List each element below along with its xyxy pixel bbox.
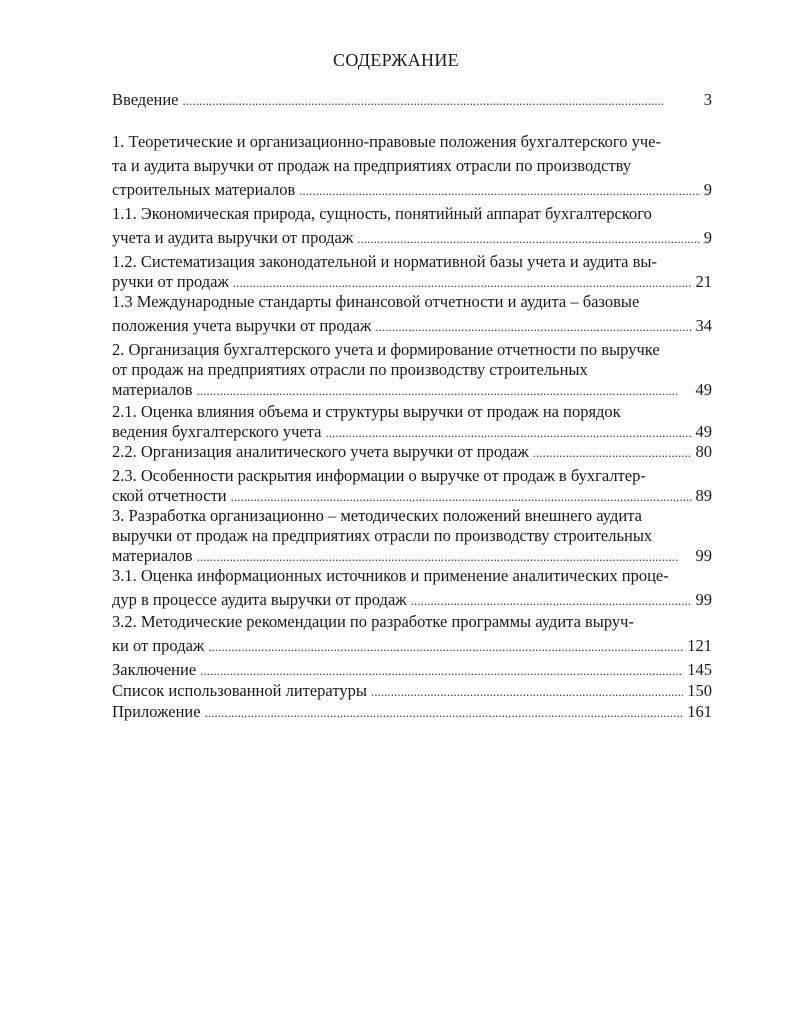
toc-entry-text: материалов [112, 546, 193, 565]
toc-entry-text: 2. Организация бухгалтерского учета и формирование отчетности по выручке [112, 340, 660, 359]
toc-page-number: 150 [687, 681, 712, 700]
leader-dots [357, 228, 700, 249]
toc-entry-text: 2.1. Оценка влияния объема и структуры выручки от продаж на порядок [112, 402, 621, 421]
toc-entry-last-line [112, 702, 712, 723]
leader-dots [411, 590, 692, 611]
toc-entry-text: от продаж на предприятиях отрасли по производству строительных [112, 360, 588, 379]
toc-entry-text: та и аудита выручки от продаж на предприятиях отрасли по производству [112, 156, 632, 175]
toc-entry-text: Заключение [112, 660, 197, 679]
toc-entry-last-line [112, 442, 712, 463]
toc-entry-text: 3. Разработка организационно – методических положений внешнего аудита [112, 506, 642, 525]
toc-entry-text: 2.3. Особенности раскрытия информации о выручке от продаж в бухгалтер- [112, 466, 646, 485]
toc-entry-text: строительных материалов [112, 180, 296, 199]
leader-dots [208, 636, 683, 657]
toc-entry-text: ки от продаж [112, 636, 205, 655]
page-title: СОДЕРЖАНИЕ [333, 50, 459, 70]
toc-page-number: 9 [703, 180, 712, 199]
toc-entry-text: Список использованной литературы [112, 681, 367, 700]
toc-page-number: 34 [695, 316, 712, 335]
toc-entry-last-line [112, 228, 712, 249]
toc-entry-text: ской отчетности [112, 486, 227, 505]
toc-page-number: 121 [687, 636, 712, 655]
toc-entry-text: 1. Теоретические и организационно-правовые положения бухгалтерского уче- [112, 132, 661, 151]
toc-entry-text: дур в процессе аудита выручки от продаж [112, 590, 407, 609]
leader-dots [197, 380, 692, 401]
toc-entry-text: Приложение [112, 702, 201, 721]
toc-page-number: 99 [695, 590, 712, 609]
toc-entry-text: 3.2. Методические рекомендации по разработке программы аудита выруч- [112, 612, 634, 631]
toc-entry-last-line [112, 681, 712, 702]
leader-dots [371, 681, 683, 702]
toc-entry-text: Введение [112, 90, 179, 109]
toc-entry-last-line [112, 590, 712, 611]
toc-entry-text: 3.1. Оценка информационных источников и применение аналитических проце- [112, 566, 669, 585]
leader-dots [200, 660, 683, 681]
toc-entry-last-line [112, 380, 712, 401]
toc-entry-last-line [112, 636, 712, 657]
toc-entry-text: выручки от продаж на предприятиях отрасли по производству строительных [112, 526, 653, 545]
toc-entry-last-line [112, 486, 712, 507]
toc-page-number: 49 [695, 380, 712, 399]
toc-page-number: 89 [695, 486, 712, 505]
toc-entry-text: 1.1. Экономическая природа, сущность, понятийный аппарат бухгалтерского [112, 204, 652, 223]
toc-entry-text: 1.2. Систематизация законодательной и нормативной базы учета и аудита вы- [112, 252, 657, 271]
toc-entry-text: 2.2. Организация аналитического учета выручки от продаж [112, 442, 529, 461]
leader-dots [231, 486, 692, 507]
toc-page-number: 49 [695, 422, 712, 441]
toc-entry-last-line [112, 272, 712, 293]
leader-dots [233, 272, 692, 293]
leader-dots [183, 90, 700, 111]
leader-dots [197, 546, 692, 567]
leader-dots [375, 316, 691, 337]
toc-entry-text: ведения бухгалтерского учета [112, 422, 322, 441]
toc-entry-last-line [112, 316, 712, 337]
toc-entry-last-line [112, 180, 712, 201]
toc-page-number: 21 [695, 272, 712, 291]
leader-dots [299, 180, 700, 201]
leader-dots [533, 442, 692, 463]
toc-page-number: 161 [687, 702, 712, 721]
toc-entry-text: ручки от продаж [112, 272, 229, 291]
toc-page-number: 9 [703, 228, 712, 247]
toc-page-number: 145 [687, 660, 712, 679]
leader-dots [326, 422, 692, 443]
toc-page-number: 80 [695, 442, 712, 461]
toc-page-number: 3 [703, 90, 712, 109]
toc-page-number: 99 [695, 546, 712, 565]
toc-entry-last-line [112, 660, 712, 681]
toc-entry-text: материалов [112, 380, 193, 399]
toc-entry-text: 1.3 Международные стандарты финансовой отчетности и аудита – базовые [112, 292, 640, 311]
leader-dots [205, 702, 684, 723]
toc-entry-text: положения учета выручки от продаж [112, 316, 372, 335]
toc-entry-last-line [112, 546, 712, 567]
toc-entry-last-line [112, 422, 712, 443]
toc-entry-text: учета и аудита выручки от продаж [112, 228, 354, 247]
toc-entry-last-line [112, 90, 712, 111]
